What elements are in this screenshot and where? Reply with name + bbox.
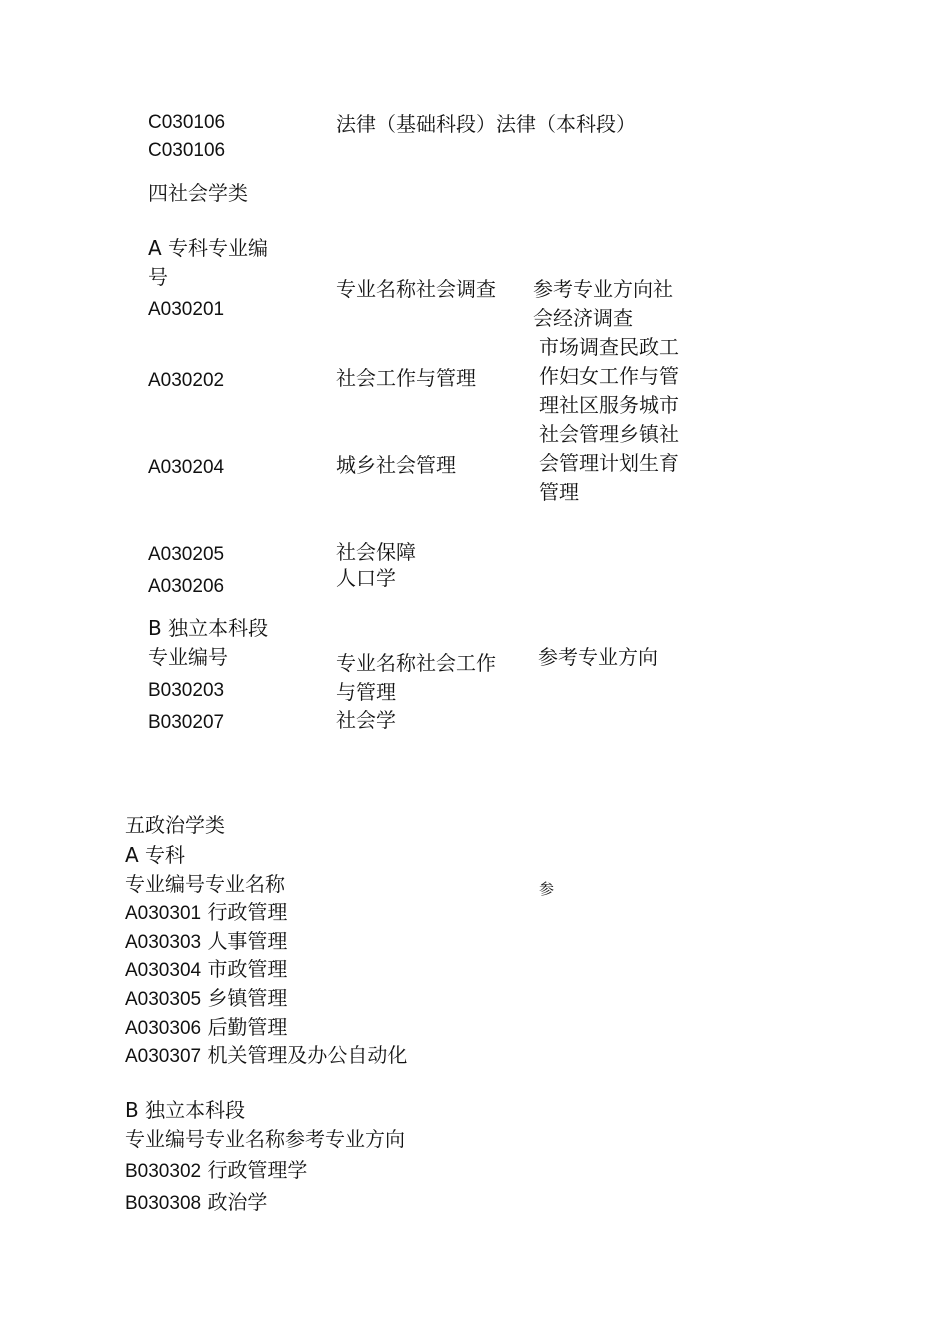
name-a030206: 人口学 xyxy=(336,566,396,590)
header-b-politics: 专业编号专业名称参考专业方向 xyxy=(125,1127,405,1151)
code-a030205: A030205 xyxy=(148,544,225,565)
header-b-direction: 参考专业方向 xyxy=(538,645,658,669)
header-a-direction: 参考专业方向社会经济调查 xyxy=(533,277,673,330)
list-item: A030306 后勤管理 xyxy=(125,1015,288,1039)
code-a030206: A030206 xyxy=(148,576,225,597)
list-item: A030301 行政管理 xyxy=(125,900,288,924)
list-item: A030305 乡镇管理 xyxy=(125,986,288,1010)
section-title-sociology: 四社会学类 xyxy=(148,181,248,205)
code-c030106-1: C030106 xyxy=(148,112,226,133)
code-a030202: A030202 xyxy=(148,370,225,391)
code-b030207: B030207 xyxy=(148,712,225,733)
code-b030203: B030203 xyxy=(148,680,225,701)
header-a-politics-right: 参 xyxy=(539,880,555,898)
code-c030106-2: C030106 xyxy=(148,140,226,161)
list-item: A030307 机关管理及办公自动化 xyxy=(125,1043,408,1067)
directions-block: 市场调查民政工作妇女工作与管理社区服务城市社会管理乡镇社会管理计划生育管理 xyxy=(539,335,679,504)
section-title-politics: 五政治学类 xyxy=(125,813,225,837)
code-a030204: A030204 xyxy=(148,457,225,478)
code-a030201: A030201 xyxy=(148,299,225,320)
list-item: A030304 市政管理 xyxy=(125,957,288,981)
name-a030202: 社会工作与管理 xyxy=(336,366,476,390)
header-b-code: B 独立本科段专业编号 xyxy=(148,616,269,669)
law-major-names: 法律（基础科段）法律（本科段） xyxy=(336,112,636,136)
name-a030205: 社会保障 xyxy=(336,540,416,564)
list-item: B030302 行政管理学 xyxy=(125,1158,308,1182)
name-a030204: 城乡社会管理 xyxy=(336,453,456,477)
list-item: A030303 人事管理 xyxy=(125,929,288,953)
header-a-name: 专业名称社会调查 xyxy=(336,277,496,301)
label-b-undergrad: B 独立本科段 xyxy=(125,1098,246,1122)
name-b030207: 社会学 xyxy=(336,708,396,732)
header-a-code: A 专科专业编号 xyxy=(148,236,269,289)
label-a-junior-college: A 专科 xyxy=(125,843,186,867)
header-b-name: 专业名称社会工作与管理 xyxy=(336,651,496,704)
list-item: B030308 政治学 xyxy=(125,1190,268,1214)
header-a-politics: 专业编号专业名称 xyxy=(125,872,285,896)
